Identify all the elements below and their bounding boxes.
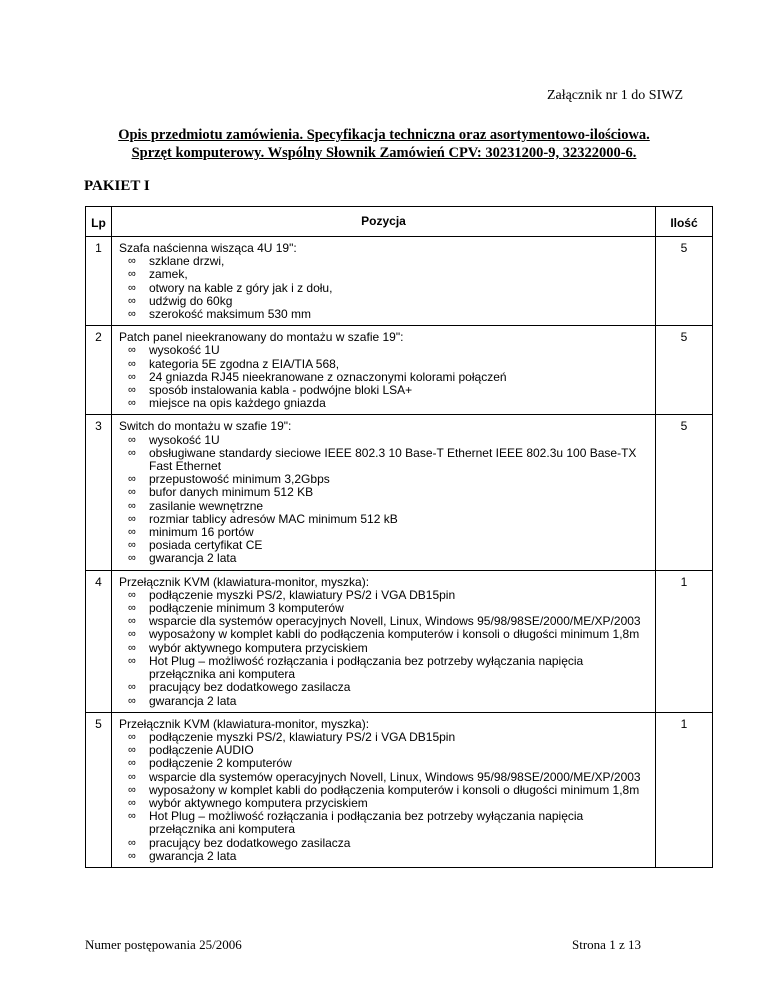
feature-item: ∞ kategoria 5E zgodna z EIA/TIA 568, bbox=[149, 358, 651, 371]
feature-item: ∞ podłączenie minimum 3 komputerów bbox=[149, 602, 651, 615]
feature-item: ∞ wybór aktywnego komputera przyciskiem bbox=[149, 797, 651, 810]
feature-item: ∞ sposób instalowania kabla - podwójne bloki LSA+ bbox=[149, 384, 651, 397]
feature-item: ∞ wsparcie dla systemów operacyjnych Novell, Linux, Windows 95/98/98SE/2000/ME/XP/2003 bbox=[149, 771, 651, 784]
row-lp: 2 bbox=[86, 326, 112, 415]
feature-item: ∞ posiada certyfikat CE bbox=[149, 539, 651, 552]
row-position bbox=[112, 237, 656, 326]
feature-item: ∞ szerokość maksimum 530 mm bbox=[149, 308, 651, 321]
row-qty: 5 bbox=[656, 237, 713, 326]
title-line-1: Opis przedmiotu zamówienia. Specyfikacja techniczna oraz asortymentowo-ilościowa. bbox=[118, 127, 650, 143]
feature-list bbox=[119, 255, 651, 321]
table-row bbox=[86, 326, 713, 415]
feature-item: ∞ wyposażony w komplet kabli do podłączenia komputerów i konsoli o długości minimum 1,8m bbox=[149, 784, 651, 797]
specification-table bbox=[85, 206, 713, 868]
feature-item: ∞ zamek, bbox=[149, 268, 651, 281]
annex-label: Załącznik nr 1 do SIWZ bbox=[546, 88, 683, 103]
row-lp: 5 bbox=[86, 712, 112, 867]
row-position bbox=[112, 570, 656, 712]
page-number: Strona 1 z 13 bbox=[572, 937, 641, 952]
header-position: Pozycja bbox=[112, 207, 656, 237]
package-heading: PAKIET I bbox=[84, 178, 150, 194]
row-position bbox=[112, 712, 656, 867]
feature-item: ∞ wysokość 1U bbox=[149, 344, 651, 357]
item-name: Przełącznik KVM (klawiatura-monitor, myszka): bbox=[119, 574, 370, 589]
feature-item: ∞ gwarancja 2 lata bbox=[149, 850, 651, 863]
row-lp: 4 bbox=[86, 570, 112, 712]
feature-list bbox=[119, 589, 651, 708]
feature-list bbox=[119, 434, 651, 566]
table-row bbox=[86, 712, 713, 867]
feature-item: ∞ podłączenie 2 komputerów bbox=[149, 757, 651, 770]
feature-item: ∞ gwarancja 2 lata bbox=[149, 695, 651, 708]
feature-item: ∞ przepustowość minimum 3,2Gbps bbox=[149, 473, 651, 486]
feature-item: ∞ gwarancja 2 lata bbox=[149, 552, 651, 565]
row-position bbox=[112, 415, 656, 570]
title-line-2: Sprzęt komputerowy. Wspólny Słownik Zamówień CPV: 30231200-9, 32322000-6. bbox=[131, 145, 637, 161]
header-lp: Lp bbox=[86, 207, 112, 237]
table-row bbox=[86, 570, 713, 712]
feature-item: ∞ podłączenie AUDIO bbox=[149, 744, 651, 757]
feature-item: ∞ miejsce na opis każdego gniazda bbox=[149, 397, 651, 410]
item-name: Patch panel nieekranowany do montażu w szafie 19": bbox=[119, 330, 404, 345]
feature-item: ∞ otwory na kable z góry jak i z dołu, bbox=[149, 282, 651, 295]
feature-item: ∞ podłączenie myszki PS/2, klawiatury PS/2 i VGA DB15pin bbox=[149, 589, 651, 602]
feature-item: ∞ pracujący bez dodatkowego zasilacza bbox=[149, 681, 651, 694]
table-row bbox=[86, 415, 713, 570]
row-position bbox=[112, 326, 656, 415]
feature-item: ∞ wysokość 1U bbox=[149, 434, 651, 447]
feature-list bbox=[119, 344, 651, 410]
feature-item: ∞ wsparcie dla systemów operacyjnych Novell, Linux, Windows 95/98/98SE/2000/ME/XP/2003 bbox=[149, 615, 651, 628]
feature-item: ∞ wyposażony w komplet kabli do podłączenia komputerów i konsoli o długości minimum 1,8m bbox=[149, 628, 651, 641]
feature-item: ∞ pracujący bez dodatkowego zasilacza bbox=[149, 837, 651, 850]
row-qty: 5 bbox=[656, 326, 713, 415]
table-row bbox=[86, 237, 713, 326]
row-qty: 5 bbox=[656, 415, 713, 570]
feature-item: ∞ obsługiwane standardy sieciowe IEEE 802.3 10 Base-T Ethernet IEEE 802.3u 100 Base-TX Fast Ethernet bbox=[149, 447, 651, 473]
item-name: Szafa naścienna wisząca 4U 19": bbox=[119, 241, 297, 255]
feature-item: ∞ bufor danych minimum 512 KB bbox=[149, 486, 651, 499]
table-body bbox=[86, 237, 713, 868]
feature-item: ∞ Hot Plug – możliwość rozłączania i podłączania bez potrzeby wyłączania napięcia przełącznika ani komputera bbox=[149, 655, 651, 681]
feature-item: ∞ szklane drzwi, bbox=[149, 255, 651, 268]
procedure-number: Numer postępowania 25/2006 bbox=[85, 937, 242, 952]
item-name: Switch do montażu w szafie 19": bbox=[119, 419, 292, 434]
row-lp: 1 bbox=[86, 237, 112, 326]
row-qty: 1 bbox=[656, 712, 713, 867]
feature-item: ∞ Hot Plug – możliwość rozłączania i podłączania bez potrzeby wyłączania napięcia przełącznika ani komputera bbox=[149, 810, 651, 836]
item-name: Przełącznik KVM (klawiatura-monitor, myszka): bbox=[119, 716, 370, 731]
row-lp: 3 bbox=[86, 415, 112, 570]
feature-item: ∞ rozmiar tablicy adresów MAC minimum 512 kB bbox=[149, 513, 651, 526]
feature-item: ∞ 24 gniazda RJ45 nieekranowane z oznaczonymi kolorami połączeń bbox=[149, 371, 651, 384]
row-qty: 1 bbox=[656, 570, 713, 712]
feature-item: ∞ wybór aktywnego komputera przyciskiem bbox=[149, 642, 651, 655]
feature-item: ∞ zasilanie wewnętrzne bbox=[149, 500, 651, 513]
feature-item: ∞ minimum 16 portów bbox=[149, 526, 651, 539]
feature-item: ∞ udźwig do 60kg bbox=[149, 295, 651, 308]
document-title bbox=[0, 126, 768, 162]
feature-item: ∞ podłączenie myszki PS/2, klawiatury PS/2 i VGA DB15pin bbox=[149, 731, 651, 744]
feature-list bbox=[119, 731, 651, 863]
table-header-row bbox=[86, 207, 713, 237]
header-qty: Ilość bbox=[656, 207, 713, 237]
